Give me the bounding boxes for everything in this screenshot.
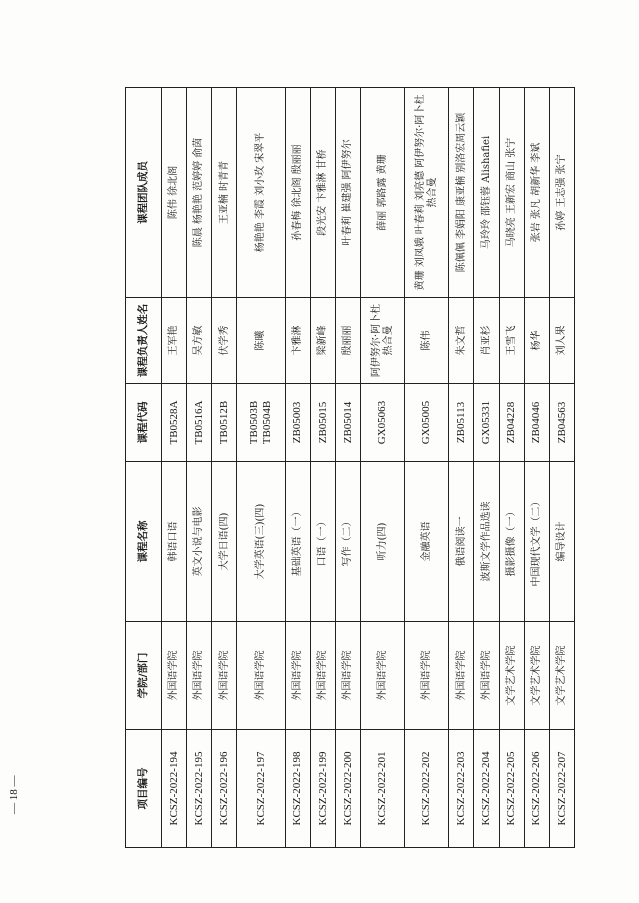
header-course-leader: 课程负责人姓名 (126, 298, 162, 384)
cell-department: 外国语学院 (212, 622, 237, 730)
cell-team-members: 王亚楠 时青青 (212, 88, 237, 298)
cell-project-id: KCSZ-2022-201 (361, 730, 405, 848)
cell-department: 外国语学院 (237, 622, 285, 730)
cell-team-members: 张岩 张凡 胡新华 李斌 (524, 88, 549, 298)
cell-team-members: 黄珊 刘凤娥 叶春莉 刘亮德 阿伊努尔·阿卜杜热合曼 (405, 88, 449, 298)
cell-department: 外国语学院 (449, 622, 474, 730)
table-body (162, 88, 575, 848)
cell-department: 外国语学院 (187, 622, 212, 730)
page-number: — 18 — (8, 775, 20, 814)
header-team-members: 课程团队成员 (126, 88, 162, 298)
cell-course-name: 大学日语(四) (212, 462, 237, 622)
cell-course-name: 大学英语(三)(四) (237, 462, 285, 622)
table-header-row (126, 88, 162, 848)
cell-team-members: 陈佩佩 李娟阳 康亚楠 别洛宏周云颖 (449, 88, 474, 298)
cell-project-id: KCSZ-2022-204 (474, 730, 499, 848)
cell-course-code: ZB05113 (449, 384, 474, 462)
cell-course-code: TB0516A (187, 384, 212, 462)
cell-course-name: 口语（一） (310, 462, 335, 622)
cell-team-members: 孙春梅 徐北阁 殷丽丽 (285, 88, 310, 298)
cell-course-name: 金融英语 (405, 462, 449, 622)
cell-department: 文学艺术学院 (524, 622, 549, 730)
cell-project-id: KCSZ-2022-203 (449, 730, 474, 848)
cell-course-leader: 卞雅淋 (285, 298, 310, 384)
cell-course-leader: 殷丽丽 (335, 298, 360, 384)
table-row (449, 88, 474, 848)
cell-course-code: GX05331 (474, 384, 499, 462)
cell-project-id: KCSZ-2022-197 (237, 730, 285, 848)
cell-project-id: KCSZ-2022-194 (162, 730, 187, 848)
cell-course-leader: 朱文哲 (449, 298, 474, 384)
header-project-id: 项目编号 (126, 730, 162, 848)
cell-course-name: 摄影摄像（一） (499, 462, 524, 622)
cell-course-name: 基础英语（一） (285, 462, 310, 622)
cell-course-code: TB0528A (162, 384, 187, 462)
cell-course-leader: 阿伊努尔·阿卜杜热合曼 (361, 298, 405, 384)
cell-course-name: 韩语口语 (162, 462, 187, 622)
cell-department: 文学艺术学院 (549, 622, 574, 730)
cell-course-name: 中国现代文学（二） (524, 462, 549, 622)
cell-course-name: 听力(四) (361, 462, 405, 622)
table-row (499, 88, 524, 848)
cell-project-id: KCSZ-2022-200 (335, 730, 360, 848)
cell-department: 文学艺术学院 (499, 622, 524, 730)
table-row (162, 88, 187, 848)
cell-team-members: 陈晨 杨艳艳 范婷婷 俞茵 (187, 88, 212, 298)
cell-course-code: ZB05015 (310, 384, 335, 462)
cell-project-id: KCSZ-2022-198 (285, 730, 310, 848)
table-row (237, 88, 285, 848)
cell-course-leader: 王雪飞 (499, 298, 524, 384)
header-course-code: 课程代码 (126, 384, 162, 462)
table-row (212, 88, 237, 848)
cell-department: 外国语学院 (310, 622, 335, 730)
table-row (187, 88, 212, 848)
cell-course-code: ZB04563 (549, 384, 574, 462)
cell-department: 外国语学院 (361, 622, 405, 730)
course-table (125, 87, 575, 848)
cell-course-leader: 陈曦 (237, 298, 285, 384)
cell-team-members: 段光安 卞雅淋 甘桥 (310, 88, 335, 298)
cell-team-members: 马晓亮 王新宏 商山 张宁 (499, 88, 524, 298)
rotated-table-wrapper (125, 88, 575, 848)
cell-course-code: GX05063 (361, 384, 405, 462)
table-row (524, 88, 549, 848)
cell-project-id: KCSZ-2022-195 (187, 730, 212, 848)
cell-course-leader: 伏学秀 (212, 298, 237, 384)
cell-course-name: 编导设计 (549, 462, 574, 622)
cell-course-name: 波斯文学作品选读 (474, 462, 499, 622)
cell-course-leader: 王军艳 (162, 298, 187, 384)
cell-course-name: 俄语阅读一 (449, 462, 474, 622)
cell-project-id: KCSZ-2022-202 (405, 730, 449, 848)
cell-team-members: 陈伟 徐北阁 (162, 88, 187, 298)
cell-department: 外国语学院 (405, 622, 449, 730)
cell-course-name: 英文小说与电影 (187, 462, 212, 622)
cell-course-code: ZB04046 (524, 384, 549, 462)
cell-course-leader: 刘人果 (549, 298, 574, 384)
table-row (285, 88, 310, 848)
cell-department: 外国语学院 (285, 622, 310, 730)
cell-team-members: 杨艳艳 李霞 刘小玫 宋翠平 (237, 88, 285, 298)
table-row (335, 88, 360, 848)
cell-team-members: 孙婷 王志强 张宁 (549, 88, 574, 298)
table-row (405, 88, 449, 848)
table-row (474, 88, 499, 848)
table-row (361, 88, 405, 848)
cell-course-leader: 杨华 (524, 298, 549, 384)
cell-course-code: ZB04228 (499, 384, 524, 462)
cell-course-name: 写作（二） (335, 462, 360, 622)
cell-course-code: ZB05003 (285, 384, 310, 462)
cell-project-id: KCSZ-2022-205 (499, 730, 524, 848)
cell-course-leader: 吴方敏 (187, 298, 212, 384)
header-course-name: 课程名称 (126, 462, 162, 622)
table-row (310, 88, 335, 848)
cell-team-members: 马玲玲 邵钰蓉 Alishafiei (474, 88, 499, 298)
cell-course-code: GX05005 (405, 384, 449, 462)
header-department: 学院/部门 (126, 622, 162, 730)
cell-project-id: KCSZ-2022-207 (549, 730, 574, 848)
cell-team-members: 薛丽 郭路露 黄珊 (361, 88, 405, 298)
table-row (549, 88, 574, 848)
cell-course-leader: 陈伟 (405, 298, 449, 384)
cell-project-id: KCSZ-2022-206 (524, 730, 549, 848)
cell-course-code: TB0503B TB0504B (237, 384, 285, 462)
cell-course-leader: 肖亚杉 (474, 298, 499, 384)
cell-team-members: 叶春莉 崔建强 阿伊努尔 (335, 88, 360, 298)
cell-department: 外国语学院 (162, 622, 187, 730)
cell-department: 外国语学院 (335, 622, 360, 730)
cell-project-id: KCSZ-2022-196 (212, 730, 237, 848)
cell-department: 外国语学院 (474, 622, 499, 730)
cell-course-code: ZB05014 (335, 384, 360, 462)
cell-course-code: TB0512B (212, 384, 237, 462)
cell-project-id: KCSZ-2022-199 (310, 730, 335, 848)
cell-course-leader: 梁新峰 (310, 298, 335, 384)
